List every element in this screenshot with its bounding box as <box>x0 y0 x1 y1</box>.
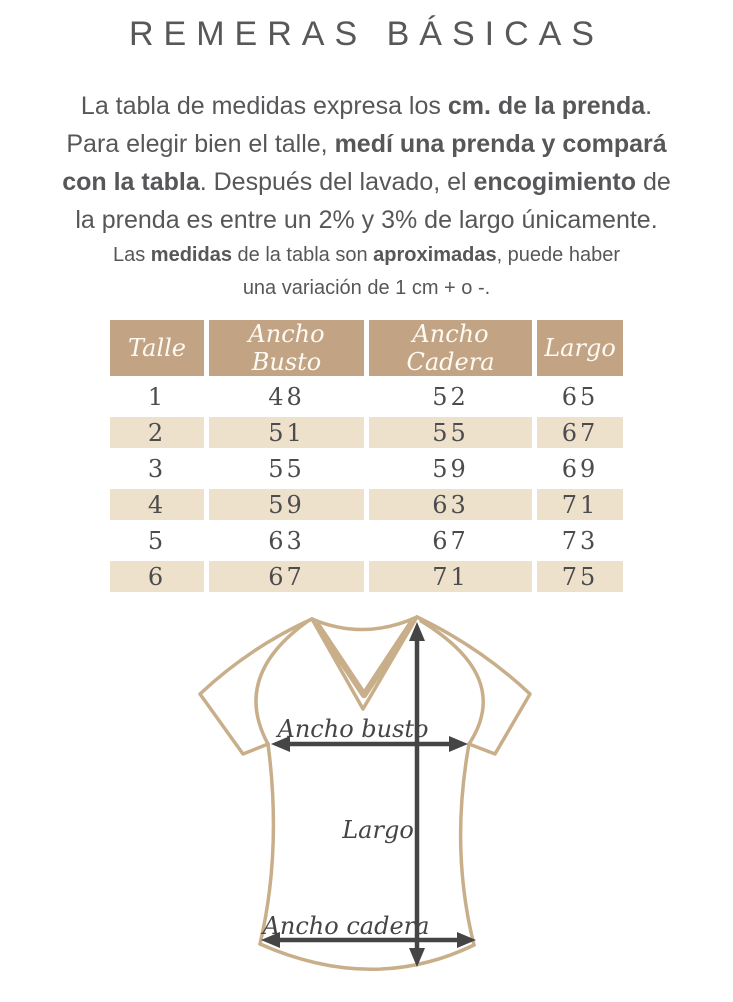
text-line <box>0 125 733 163</box>
size-table <box>105 315 628 597</box>
table-cell: 67 <box>537 417 623 448</box>
table-row <box>110 525 623 556</box>
table-cell: 4 <box>110 489 204 520</box>
table-cell: 48 <box>268 382 305 411</box>
bold-text-segment: encogimiento <box>473 168 637 196</box>
table-cell: 67 <box>432 526 469 555</box>
table-cell: 71 <box>369 561 532 592</box>
right-side-seam <box>461 744 474 945</box>
length-label: Largo <box>342 816 414 844</box>
table-cell: 2 <box>110 417 204 448</box>
text-line <box>0 163 733 201</box>
vneck-collar-band <box>318 624 411 695</box>
table-row <box>110 381 623 412</box>
text-line <box>0 272 733 305</box>
bold-text-segment: con la tabla <box>62 168 200 196</box>
bold-text-segment: medidas <box>150 244 232 266</box>
table-row <box>110 561 623 592</box>
table-row <box>110 417 623 448</box>
arrowhead-right-icon <box>449 736 468 752</box>
text-line <box>0 201 733 239</box>
table-cell: 51 <box>209 417 364 448</box>
bold-text-segment: cm. de la prenda <box>447 92 646 120</box>
table-cell: 55 <box>268 454 305 483</box>
tshirt-measurement-diagram <box>150 597 590 997</box>
text-segment: de la tabla son <box>231 244 374 266</box>
table-cell: 65 <box>561 382 599 411</box>
table-cell: 67 <box>209 561 364 592</box>
tshirt-diagram-svg <box>150 597 590 997</box>
text-segment: , puede haber <box>496 244 620 266</box>
text-segment: La tabla de medidas expresa los <box>80 92 448 120</box>
back-collar-line <box>312 617 417 630</box>
table-cell: 63 <box>369 489 532 520</box>
table-cell: 52 <box>432 382 469 411</box>
table-row <box>110 453 623 484</box>
column-header: Talle <box>110 320 204 376</box>
page-title: REMERAS BÁSICAS <box>129 15 604 53</box>
note-paragraph <box>0 239 733 305</box>
table-row <box>110 489 623 520</box>
text-segment: de <box>636 168 671 196</box>
size-table-header-row <box>110 320 623 376</box>
column-header: Largo <box>537 320 623 376</box>
table-cell: 55 <box>369 417 532 448</box>
bold-text-segment: aproximadas <box>373 244 497 266</box>
table-cell: 6 <box>110 561 204 592</box>
table-cell: 71 <box>537 489 623 520</box>
text-segment: . <box>645 92 653 120</box>
bold-text-segment: medí una prenda y compará <box>334 130 667 158</box>
table-cell: 3 <box>147 454 167 483</box>
text-segment: Las <box>112 244 151 266</box>
column-header: Ancho Busto <box>209 320 364 376</box>
text-segment: la prenda es entre un 2% y 3% de largo únicamente. <box>75 206 658 234</box>
text-segment: una variación de 1 cm + o -. <box>242 277 491 299</box>
table-cell: 5 <box>147 526 167 555</box>
text-segment: Para elegir bien el talle, <box>66 130 335 158</box>
bottom-hem <box>260 944 474 969</box>
table-cell: 63 <box>268 526 305 555</box>
text-line <box>0 239 733 272</box>
table-cell: 75 <box>537 561 623 592</box>
column-header: Ancho Cadera <box>369 320 532 376</box>
table-cell: 1 <box>147 382 167 411</box>
table-cell: 59 <box>432 454 469 483</box>
text-segment: . Después del lavado, el <box>199 168 474 196</box>
right-armhole-seam <box>421 621 483 744</box>
text-line <box>0 87 733 125</box>
hip-label: Ancho cadera <box>262 912 430 940</box>
bust-label: Ancho busto <box>277 715 429 743</box>
intro-paragraph <box>0 87 733 239</box>
table-cell: 73 <box>561 526 599 555</box>
table-cell: 69 <box>561 454 599 483</box>
table-cell: 59 <box>209 489 364 520</box>
